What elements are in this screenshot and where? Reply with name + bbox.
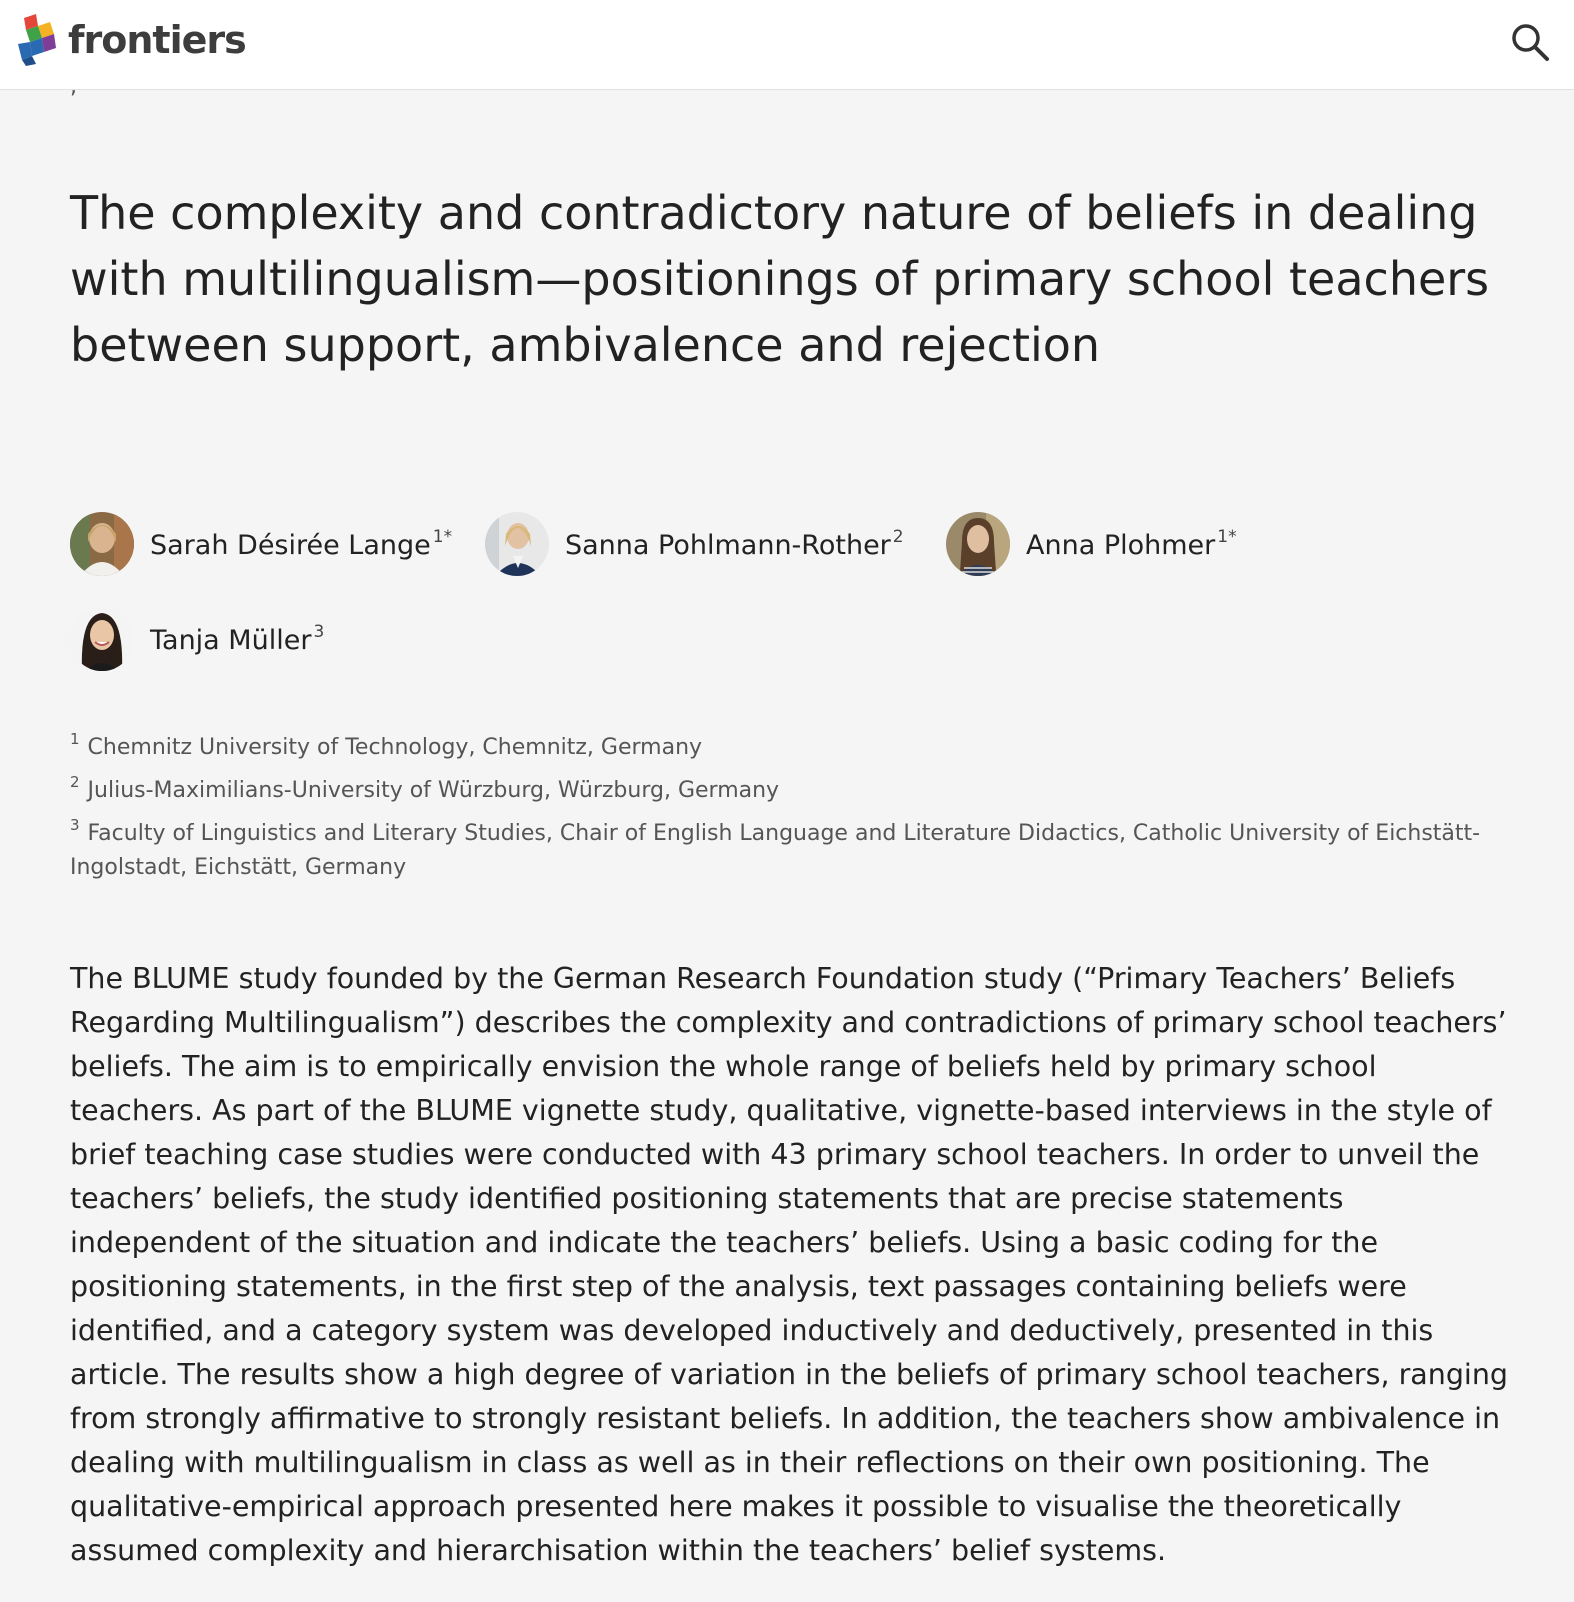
search-button[interactable] (1506, 18, 1554, 66)
affiliations (70, 722, 1490, 885)
avatar (70, 607, 134, 671)
affiliation-text: Julius-Maximilians-University of Würzburg, Würzburg, Germany (87, 778, 780, 803)
author-sarah-desiree-lange[interactable] (70, 512, 452, 576)
author-anna-plohmer[interactable] (946, 512, 1237, 576)
article-title: The complexity and contradictory nature of beliefs in dealing with multilingualism—positionings of primary school teachers between support, ambivalence and rejection (70, 186, 1490, 372)
author-tanja-muller[interactable] (70, 607, 324, 671)
author-name: Sanna Pohlmann-Rother (565, 530, 891, 561)
avatar (485, 512, 549, 576)
author-name: Tanja Müller (150, 625, 312, 656)
frontiers-logo-link[interactable] (18, 14, 246, 66)
affiliation-item (70, 808, 1490, 885)
affiliation-number: 3 (70, 816, 80, 834)
author-affiliation-marker: 3 (313, 622, 325, 642)
author-sanna-pohlmann-rother[interactable] (485, 512, 904, 576)
avatar (946, 512, 1010, 576)
site-header (0, 0, 1574, 90)
affiliation-text: Chemnitz University of Technology, Chemnitz, Germany (87, 735, 703, 760)
author-affiliation-marker: 1* (432, 527, 453, 547)
frontiers-logo-icon (18, 14, 62, 66)
affiliation-number: 1 (70, 730, 80, 748)
affiliation-number: 2 (70, 773, 80, 791)
search-icon (1510, 22, 1550, 62)
affiliation-text: Faculty of Linguistics and Literary Studies, Chair of English Language and Literature Didactics, Catholic University of Eichstätt-Ingolstadt, Eichstätt, Germany (70, 821, 1481, 880)
article-abstract: The BLUME study founded by the German Research Foundation study (“Primary Teachers’ Beliefs Regarding Multilingualism”) describes the complexity and contradictions of primary school teachers’ beliefs. The aim is to empirically envision the whole range of beliefs held by primary school teachers. As part of the BLUME vignette study, qualitative, vignette-based interviews in the style of brief teaching case studies were conducted with 43 primary school teachers. In order to unveil the teachers’ beliefs, the study identified positioning statements that are precise statements independent of the situation and indicate the teachers’ beliefs. Using a basic coding for the positioning statements, in the first step of the analysis, text passages containing beliefs were identified, and a category system was developed inductively and deductively, presented in this article. The results show a high degree of variation in the beliefs of primary school teachers, ranging from strongly affirmative to strongly resistant beliefs. In addition, the teachers show ambivalence in dealing with multilingualism in class as well as in their reflections on their own positioning. The qualitative-empirical approach presented here makes it possible to visualise the theoretically assumed complexity and hierarchisation within the teachers’ belief systems. (70, 962, 1508, 1567)
affiliation-item (70, 765, 1490, 808)
author-affiliation-marker: 2 (892, 527, 904, 547)
author-affiliation-marker: 1* (1217, 527, 1237, 547)
brand-name: frontiers (68, 18, 246, 62)
avatar (70, 512, 134, 576)
author-name: Sarah Désirée Lange (150, 530, 431, 561)
affiliation-item (70, 722, 1490, 765)
author-name: Anna Plohmer (1026, 530, 1216, 561)
